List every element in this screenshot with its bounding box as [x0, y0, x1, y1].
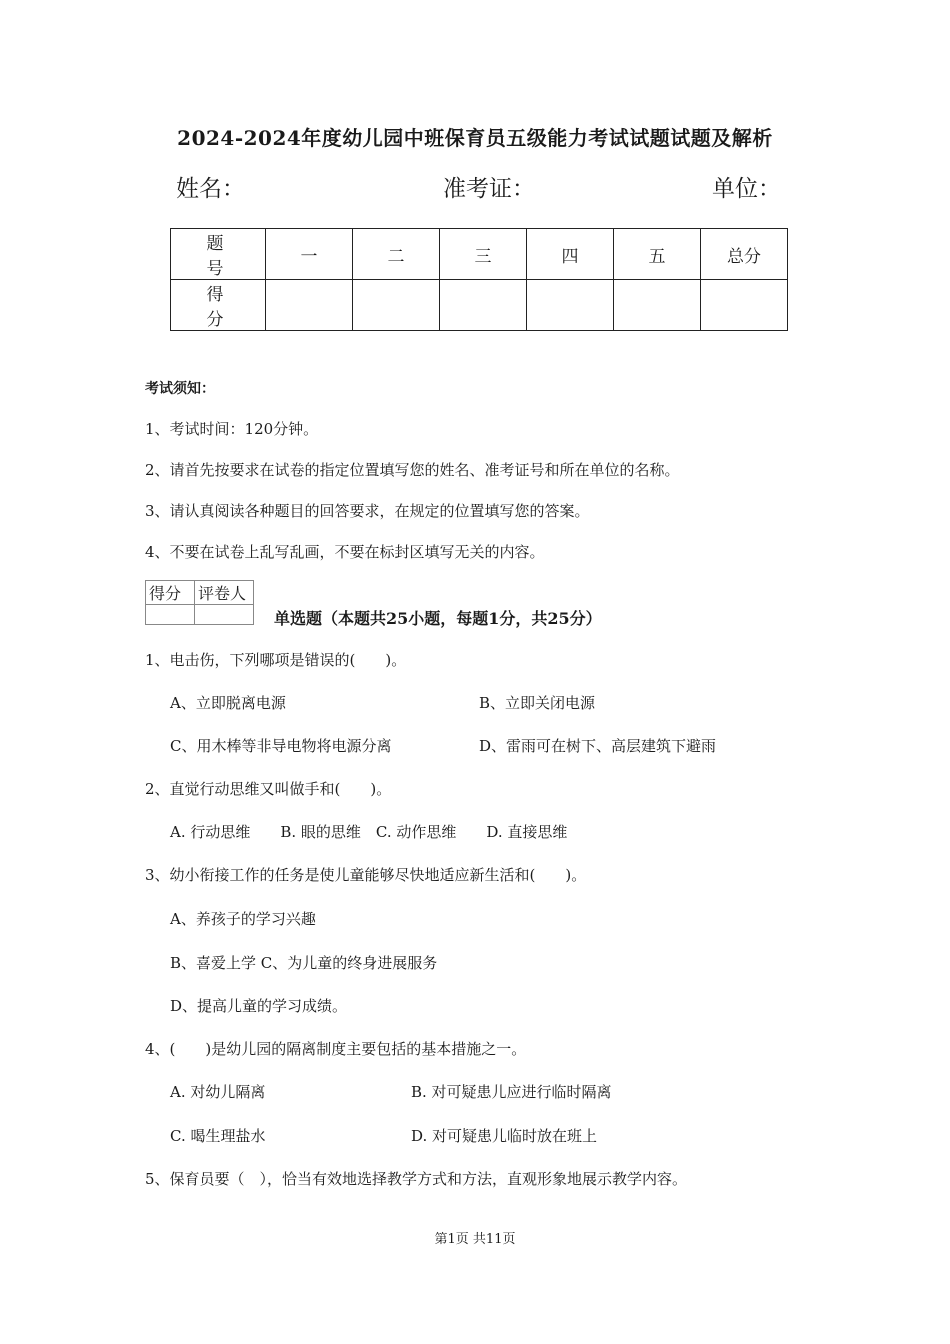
option-d: D. 对可疑患儿临时放在班上	[411, 1127, 598, 1145]
notice-item: 1、考试时间：120分钟。	[145, 420, 319, 438]
option-d: D、雷雨可在树下、高层建筑下避雨	[479, 737, 717, 755]
notice-item: 3、请认真阅读各种题目的回答要求，在规定的位置填写您的答案。	[145, 502, 590, 520]
score-table	[170, 228, 788, 331]
option-a: A、养孩子的学习兴趣	[170, 910, 316, 928]
option-bc: B、喜爱上学 C、为儿童的终身进展服务	[170, 954, 438, 972]
section-title: 单选题（本题共25小题，每题1分，共25分）	[274, 609, 602, 628]
option-c: C、用木棒等非导电物将电源分离	[170, 737, 392, 755]
question-stem: 3、幼小衔接工作的任务是使儿童能够尽快地适应新生活和( )。	[145, 866, 587, 884]
grader-score-cell[interactable]	[146, 605, 195, 625]
name-field-label: 姓名：	[176, 176, 245, 202]
score-input-cell[interactable]	[701, 280, 788, 331]
unit-field-label: 单位：	[712, 176, 781, 202]
score-table-score-row	[171, 280, 788, 331]
score-table-header-cell: 三	[440, 229, 527, 280]
notice-heading: 考试须知：	[145, 381, 215, 397]
score-table-header-row	[171, 229, 788, 280]
score-table-header-cell: 二	[353, 229, 440, 280]
grader-box	[145, 580, 254, 625]
option-b: B. 对可疑患儿应进行临时隔离	[411, 1083, 612, 1101]
option-c: C. 喝生理盐水	[170, 1127, 266, 1145]
grader-score-label: 得分	[146, 581, 195, 605]
score-table-header-cell: 五	[614, 229, 701, 280]
score-input-cell[interactable]	[266, 280, 353, 331]
notice-item: 4、不要在试卷上乱写乱画，不要在标封区填写无关的内容。	[145, 543, 545, 561]
question-stem: 5、保育员要（ ），恰当有效地选择教学方式和方法，直观形象地展示教学内容。	[145, 1170, 688, 1188]
exam-id-field-label: 准考证：	[443, 176, 535, 202]
option-b: B、立即关闭电源	[479, 694, 596, 712]
score-table-header-cell: 总分	[701, 229, 788, 280]
score-row-label: 得 分	[171, 280, 266, 331]
option-d: D、提高儿童的学习成绩。	[170, 997, 348, 1015]
notice-item: 2、请首先按要求在试卷的指定位置填写您的姓名、准考证号和所在单位的名称。	[145, 461, 680, 479]
option-line: A. 行动思维 B. 眼的思维 C. 动作思维 D. 直接思维	[170, 823, 568, 841]
score-table-header-cell: 四	[527, 229, 614, 280]
score-input-cell[interactable]	[353, 280, 440, 331]
question-stem: 2、直觉行动思维又叫做手和( )。	[145, 780, 392, 798]
page-title: 2024-2024年度幼儿园中班保育员五级能力考试试题试题及解析	[177, 126, 773, 150]
grader-reviewer-cell[interactable]	[195, 605, 254, 625]
question-stem: 4、( )是幼儿园的隔离制度主要包括的基本措施之一。	[145, 1040, 527, 1058]
score-input-cell[interactable]	[614, 280, 701, 331]
score-table-header-cell: 一	[266, 229, 353, 280]
option-a: A、立即脱离电源	[170, 694, 286, 712]
page-footer: 第1页 共11页	[434, 1232, 516, 1247]
question-stem: 1、电击伤，下列哪项是错误的( )。	[145, 651, 407, 669]
score-input-cell[interactable]	[527, 280, 614, 331]
option-a: A. 对幼儿隔离	[170, 1083, 266, 1101]
score-table-header-cell: 题 号	[171, 229, 266, 280]
grader-reviewer-label: 评卷人	[195, 581, 254, 605]
score-input-cell[interactable]	[440, 280, 527, 331]
